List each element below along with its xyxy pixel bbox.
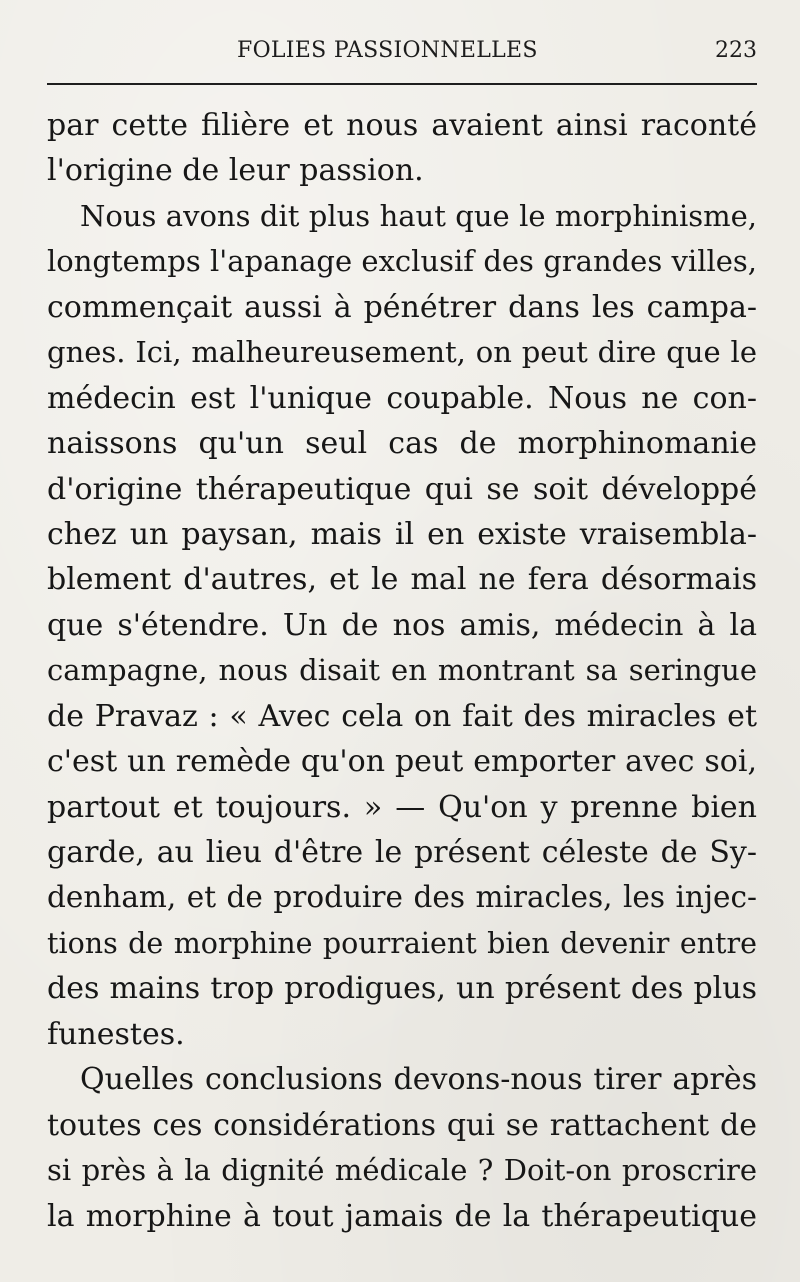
- text-line: longtemps l'apanage exclusif des grandes villes,: [47, 244, 757, 279]
- text-line: campagne, nous disait en montrant sa seringue: [47, 653, 757, 688]
- text-line: des mains trop prodigues, un présent des plus: [47, 971, 757, 1007]
- text-line: médecin est l'unique coupable. Nous ne con-: [47, 380, 757, 416]
- text-line: toutes ces considérations qui se rattachent de: [47, 1107, 757, 1143]
- text-line: l'origine de leur passion.: [47, 153, 424, 189]
- text-line: gnes. Ici, malheureusement, on peut dire que le: [47, 335, 757, 370]
- text-line: naissons qu'un seul cas de morphinomanie: [47, 426, 757, 462]
- text-line: chez un paysan, mais il en existe vraisembla-: [47, 516, 757, 552]
- text-line: partout et toujours. » — Qu'on y prenne bien: [47, 789, 757, 825]
- text-line: Quelles conclusions devons-nous tirer après: [80, 1062, 757, 1098]
- text-line: que s'étendre. Un de nos amis, médecin à la: [47, 607, 757, 643]
- page-number: 223: [715, 38, 757, 63]
- text-line: d'origine thérapeutique qui se soit développé: [47, 471, 757, 507]
- text-line: denham, et de produire des miracles, les injec-: [47, 880, 757, 915]
- running-title: FOLIES PASSIONNELLES: [237, 38, 538, 63]
- text-line: commençait aussi à pénétrer dans les campa-: [47, 289, 757, 325]
- text-line: la morphine à tout jamais de la thérapeutique: [47, 1198, 757, 1234]
- text-line: de Pravaz : « Avec cela on fait des miracles et: [47, 698, 757, 734]
- text-line: si près à la dignité médicale ? Doit-on proscrire: [47, 1153, 757, 1188]
- running-header: [47, 34, 757, 74]
- text-line: garde, au lieu d'être le présent céleste de Sy-: [47, 835, 757, 870]
- text-line: c'est un remède qu'on peut emporter avec soi,: [47, 744, 757, 780]
- text-line: par cette filière et nous avaient ainsi raconté: [47, 108, 757, 143]
- text-line: blement d'autres, et le mal ne fera désormais: [47, 562, 757, 598]
- body-text: [47, 103, 757, 1239]
- text-line: funestes.: [47, 1016, 185, 1052]
- text-line: tions de morphine pourraient bien devenir entre: [47, 926, 757, 960]
- text-line: Nous avons dit plus haut que le morphinisme,: [80, 198, 757, 233]
- header-rule: [47, 83, 757, 85]
